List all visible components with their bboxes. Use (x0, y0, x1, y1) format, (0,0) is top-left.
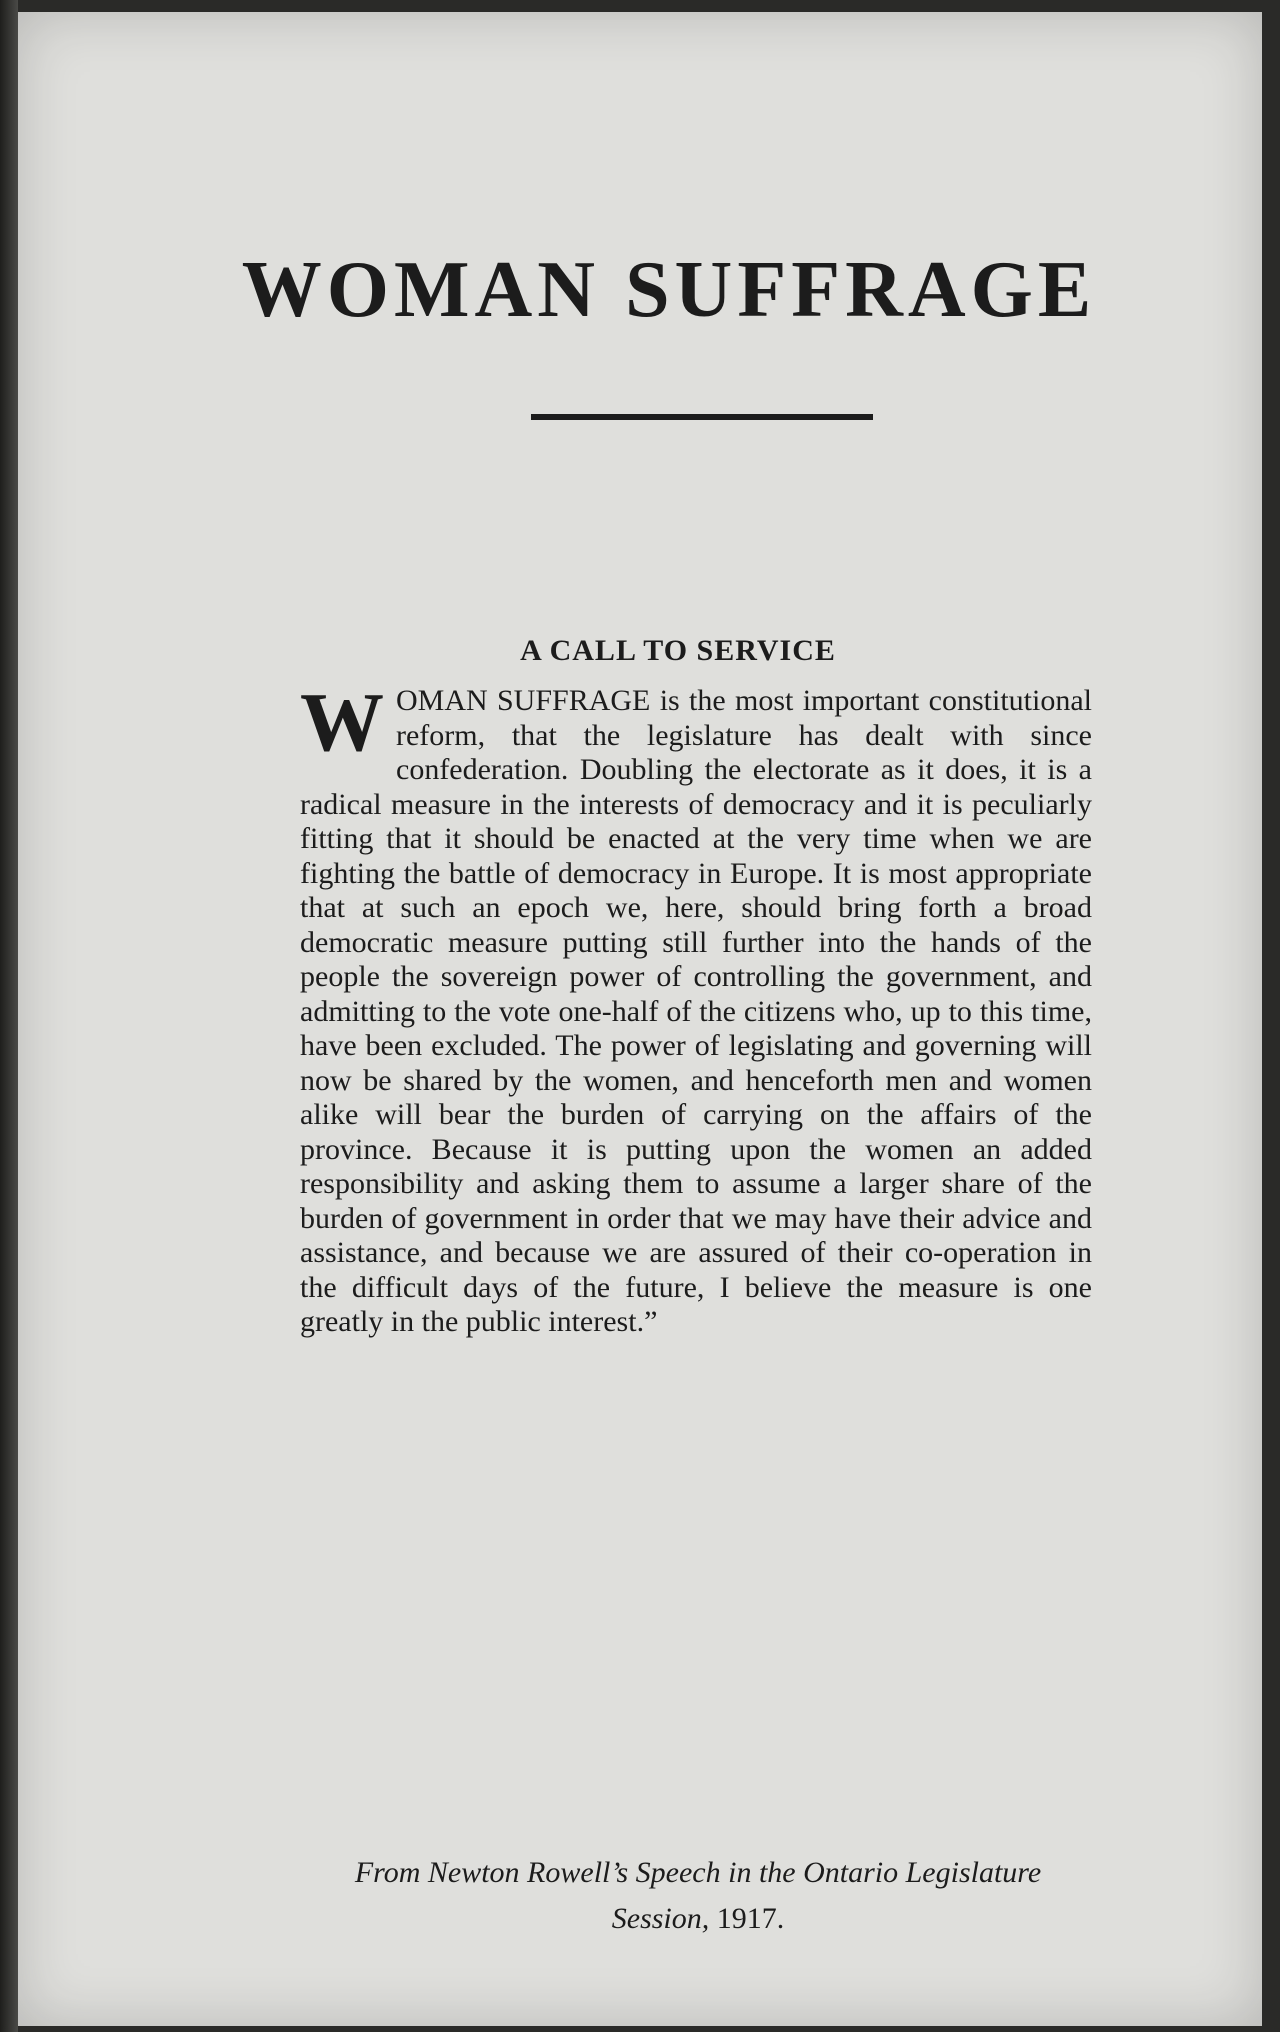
section-heading: A CALL TO SERVICE (520, 634, 836, 667)
document-page (18, 12, 1262, 2026)
attribution-source: From Newton Rowell’s Speech in the Ontario Legislature (354, 1856, 1042, 1889)
body-paragraph (300, 676, 1092, 1340)
attribution (198, 1850, 1198, 1942)
drop-cap: W (300, 676, 384, 769)
attribution-session: Session, (611, 1902, 710, 1935)
page-edge (0, 0, 18, 2032)
attribution-year: 1917. (716, 1902, 785, 1935)
page-title: WOMAN SUFFRAGE (241, 246, 1097, 334)
title-divider (531, 414, 873, 420)
body-text: OMAN SUFFRAGE is the most important constitutional reform, that the legislature has dealt with since confederation. Doubling the electorate as it does, it is a radical measure in the interests of democracy and it is peculiarly fitting that it should be enacted at the very time when we are fighting the battle of democracy in Europe. It is most appropriate that at such an epoch we, here, should bring forth a broad democratic measure putting still further into the hands of the people the sovereign power of controlling the government, and admitting to the vote one-half of the citizens who, up to this time, have been excluded. The power of legislating and governing will now be shared by the women, and henceforth men and women alike will bear the burden of carrying on the affairs of the province. Because it is putting upon the women an added responsibility and asking them to assume a larger share of the burden of government in order that we may have their advice and assistance, and because we are assured of their co-operation in the difficult days of the future, I believe the measure is one greatly in the public interest.” (300, 684, 1092, 1338)
